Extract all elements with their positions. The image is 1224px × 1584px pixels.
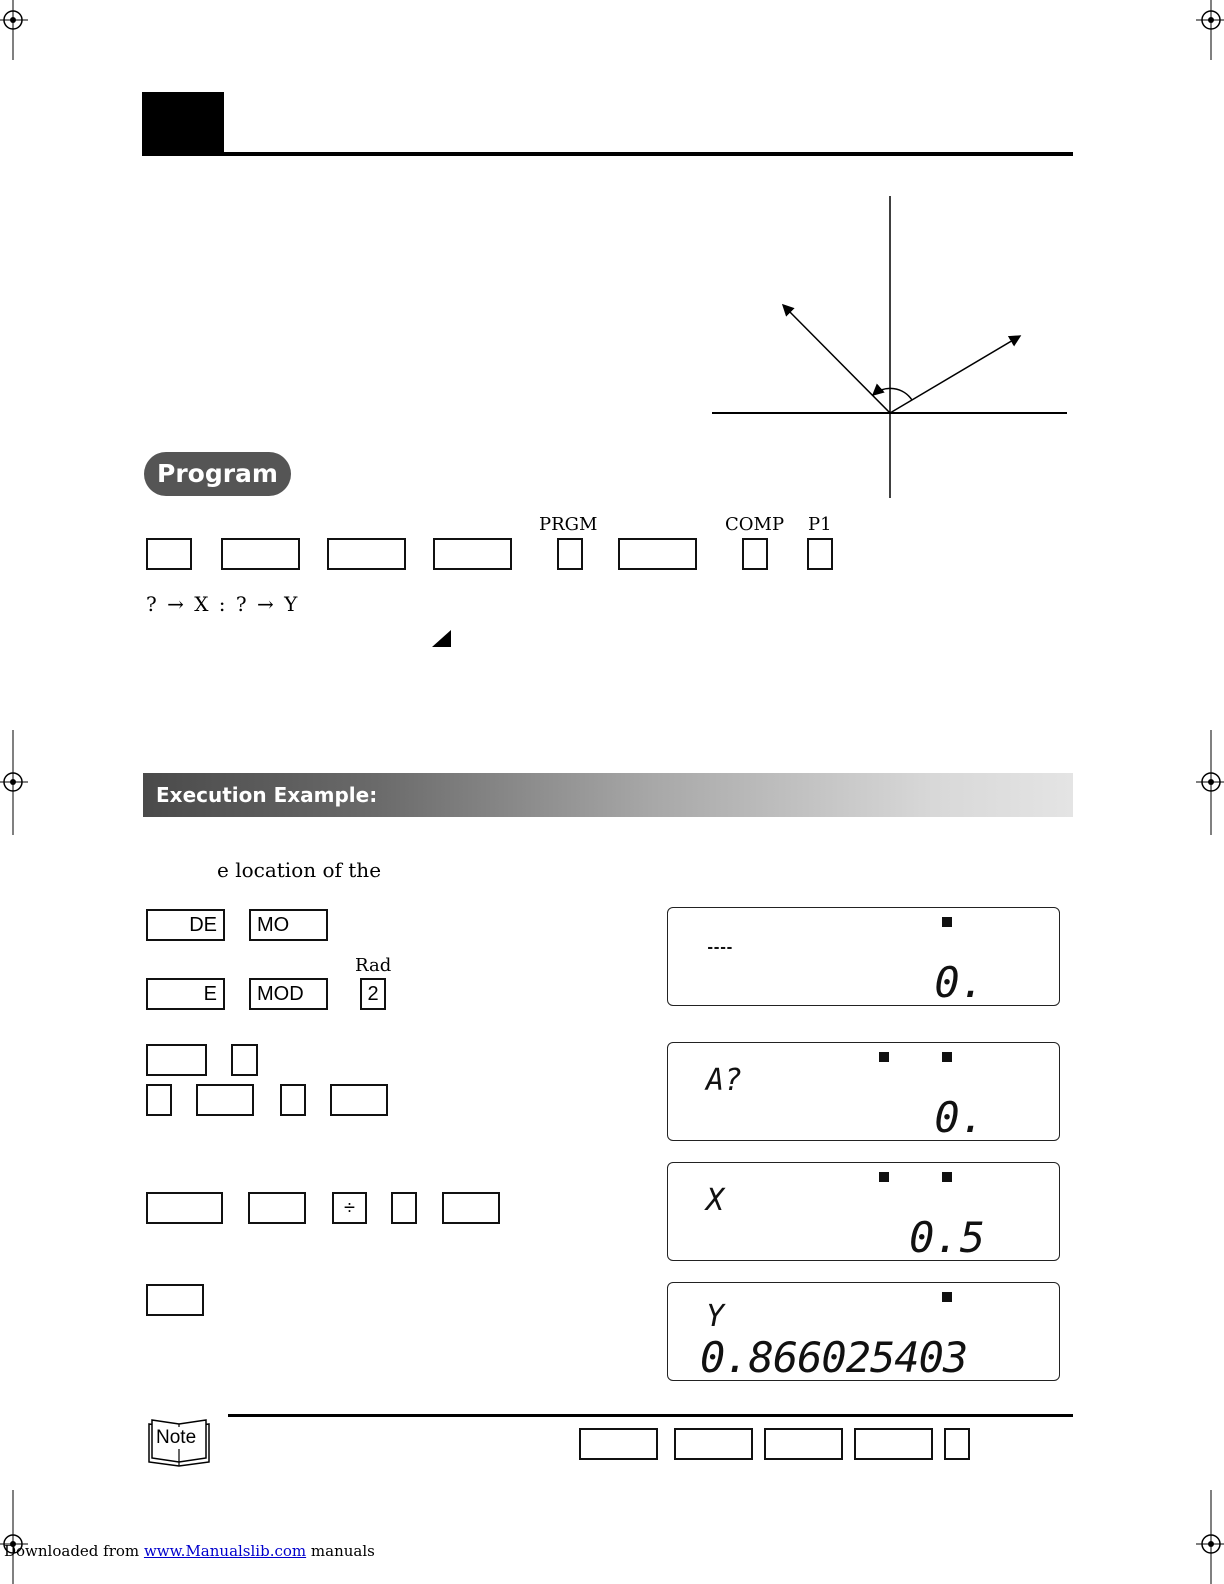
step-key-b2[interactable]: [196, 1084, 254, 1116]
note-book-icon: [146, 1418, 212, 1468]
footer-key-3[interactable]: [764, 1428, 843, 1460]
program-key-prgm[interactable]: [557, 538, 583, 570]
rad-key[interactable]: 2: [360, 978, 386, 1010]
header-block: [142, 92, 224, 154]
vector-right: [890, 336, 1020, 413]
lcd-top-text: X: [706, 1183, 725, 1218]
angle-arc: [873, 388, 912, 400]
step-key-d1[interactable]: [146, 1284, 204, 1316]
rad-label: Rad: [355, 955, 392, 976]
vector-diagram: [700, 190, 1080, 510]
step-key-a1[interactable]: [146, 1044, 207, 1076]
label-prgm: PRGM: [539, 514, 598, 535]
step-key-b4[interactable]: [330, 1084, 388, 1116]
execution-title: Execution Example:: [156, 783, 378, 807]
lcd-indicator: [942, 1172, 952, 1182]
registration-mark-icon: [0, 1490, 40, 1584]
mode-key-de[interactable]: DE: [146, 909, 225, 941]
footer-key-5[interactable]: [944, 1428, 970, 1460]
lcd-indicator: [879, 1052, 889, 1062]
lcd-indicator: [942, 917, 952, 927]
registration-mark-icon: [1184, 730, 1224, 840]
step-key-c5[interactable]: [442, 1192, 500, 1224]
lcd-top-text: ----: [706, 940, 732, 956]
header-rule: [142, 152, 1073, 156]
lcd-indicator: [879, 1172, 889, 1182]
lcd-display-4: [667, 1282, 1060, 1381]
footer-key-2[interactable]: [674, 1428, 753, 1460]
program-key-4[interactable]: [433, 538, 512, 570]
lcd-indicator: [942, 1292, 952, 1302]
label-p1: P1: [808, 514, 832, 535]
footer-key-4[interactable]: [854, 1428, 933, 1460]
registration-mark-icon: [0, 0, 40, 60]
lcd-display-2: [667, 1042, 1060, 1141]
program-key-6[interactable]: [618, 538, 697, 570]
divide-key[interactable]: ÷: [332, 1192, 367, 1224]
footer-rule: [228, 1414, 1073, 1417]
step-key-c4[interactable]: [391, 1192, 417, 1224]
program-line: ? → X : ? → Y: [146, 592, 300, 616]
lcd-top-text: Y: [706, 1299, 725, 1334]
note-label: Note: [156, 1427, 197, 1448]
lcd-indicator: [942, 1052, 952, 1062]
lcd-top-text: A?: [706, 1063, 743, 1098]
footer-suffix: manuals: [310, 1542, 375, 1560]
lcd-bottom-text: 0.: [934, 1093, 985, 1142]
step-key-c1[interactable]: [146, 1192, 223, 1224]
registration-mark-icon: [0, 730, 40, 840]
step-key-b1[interactable]: [146, 1084, 172, 1116]
program-key-p1[interactable]: [807, 538, 833, 570]
vector-left: [783, 305, 890, 413]
label-comp: COMP: [725, 514, 785, 535]
registration-mark-icon: [1184, 0, 1224, 60]
lcd-display-1: [667, 907, 1060, 1006]
program-key-1[interactable]: [146, 538, 192, 570]
program-key-3[interactable]: [327, 538, 406, 570]
step-key-b3[interactable]: [280, 1084, 306, 1116]
program-key-2[interactable]: [221, 538, 300, 570]
exec-text: e location of the: [217, 858, 382, 882]
display-triangle-icon: [432, 630, 452, 648]
footer-key-1[interactable]: [579, 1428, 658, 1460]
lcd-bottom-text: 0.5: [909, 1213, 985, 1262]
lcd-bottom-text: 0.: [934, 958, 985, 1007]
mode-key-e[interactable]: E: [146, 978, 225, 1010]
program-badge: Program: [144, 452, 291, 496]
lcd-bottom-text: 0.866025403: [700, 1333, 968, 1382]
mode-key-mo[interactable]: MO: [249, 909, 328, 941]
lcd-display-3: [667, 1162, 1060, 1261]
step-key-c2[interactable]: [248, 1192, 306, 1224]
footer-prefix: Downloaded from: [4, 1542, 140, 1560]
execution-bar: [143, 773, 1073, 817]
mode-key-mod[interactable]: MOD: [249, 978, 328, 1010]
registration-mark-icon: [1184, 1490, 1224, 1584]
program-key-comp[interactable]: [742, 538, 768, 570]
download-footer: [4, 1542, 375, 1560]
step-key-a2[interactable]: [231, 1044, 258, 1076]
manualslib-link[interactable]: www.Manualslib.com: [143, 1542, 307, 1560]
